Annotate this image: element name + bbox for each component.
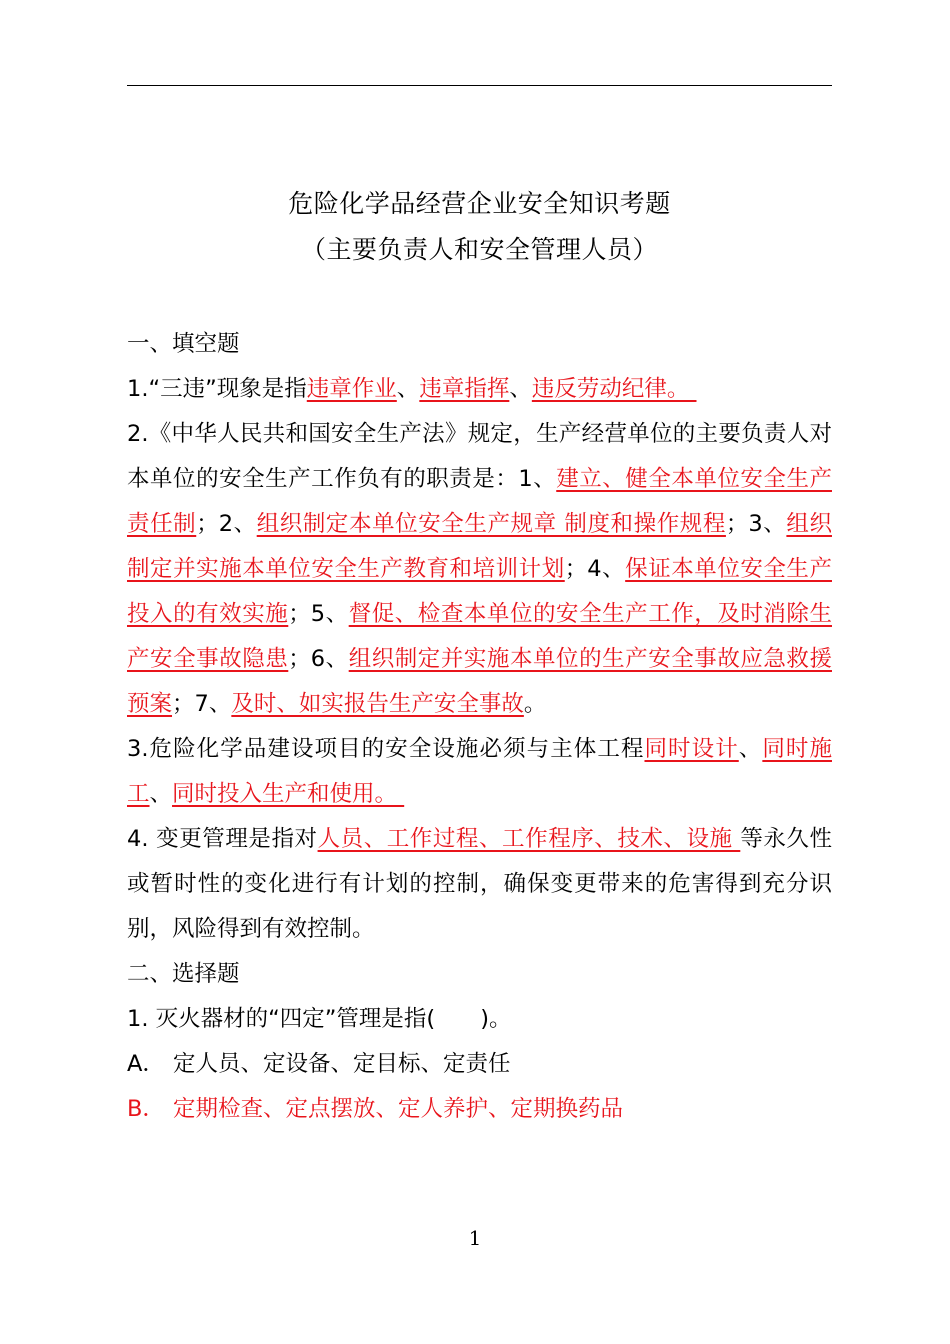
answer-blank: 违章作业 (306, 376, 397, 402)
question-text: 3.危险化学品建设项目的安全设施必须与主体工程 (127, 736, 645, 762)
option-label: B． (127, 1096, 165, 1122)
separator: ；3、 (725, 511, 787, 537)
choice-option-b (127, 1087, 832, 1132)
document-title: 危险化学品经营企业安全知识考题 (288, 189, 671, 218)
answer-blank: 建立、健全本单位安全生产责任制 (127, 466, 832, 537)
answer-blank: 违章指挥 (419, 376, 510, 402)
choice-question-1: 1. 灭火器材的“四定”管理是指( )。 (127, 1006, 512, 1032)
answer-blank: 同时投入生产和使用。 (172, 781, 405, 807)
answer-blank: 人员、工作过程、工作程序、技术、设施 (317, 826, 741, 852)
question-3 (127, 727, 832, 817)
answer-blank: 违反劳动纪律。 (531, 376, 697, 402)
answer-blank: 组织制定本单位安全生产规章 制度和操作规程 (256, 511, 726, 537)
question-text: 1.“三违”现象是指 (127, 376, 307, 402)
separator: 、 (509, 376, 532, 402)
section-heading-fill: 一、填空题 (127, 331, 240, 357)
question-text: 等永久性或暂时性的变化进行有计划的控制，确保变更带来的危害得到充分识别，风险得到有效控制。 (127, 826, 832, 942)
separator: ；7、 (172, 691, 232, 717)
answer-blank: 保证本单位安全生产投入的有效实施 (127, 556, 832, 627)
answer-blank: 同时设计 (644, 736, 739, 762)
separator: ；5、 (288, 601, 349, 627)
document-body (127, 322, 832, 1132)
answer-blank: 组织制定并实施本单位安全生产教育和培训计划 (127, 511, 832, 582)
answer-blank: 及时、如实报告生产安全事故 (231, 691, 524, 717)
header-rule (127, 85, 832, 86)
answer-blank: 组织制定并实施本单位的生产安全事故应急救援预案 (127, 646, 832, 717)
answer-blank: 督促、检查本单位的安全生产工作，及时消除生产安全事故隐患 (127, 601, 832, 672)
page-number: 1 (468, 1226, 482, 1250)
document-subtitle: （主要负责人和安全管理人员） (300, 235, 658, 264)
separator: ；2、 (196, 511, 257, 537)
separator: 、 (149, 781, 173, 807)
option-text: 定人员、定设备、定目标、定责任 (173, 1051, 511, 1077)
option-text: 定期检查、定点摆放、定人养护、定期换药品 (173, 1096, 624, 1122)
separator: 、 (396, 376, 420, 402)
section-heading-choice: 二、选择题 (127, 961, 240, 987)
question-4 (127, 817, 832, 952)
answer-blank: 同时施工 (127, 736, 832, 807)
choice-option-a (127, 1042, 832, 1087)
option-label: A． (127, 1051, 165, 1077)
question-text: 2.《中华人民共和国安全生产法》规定，生产经营单位的主要负责人对本单位的安全生产工作负有的职责是：1、 (127, 421, 832, 492)
separator: ；4、 (564, 556, 626, 582)
separator: 、 (738, 736, 763, 762)
question-2 (127, 412, 832, 727)
question-text: 4. 变更管理是指对 (127, 826, 318, 852)
separator: ；6、 (288, 646, 349, 672)
question-1 (127, 367, 832, 412)
sentence-end: 。 (523, 691, 547, 717)
